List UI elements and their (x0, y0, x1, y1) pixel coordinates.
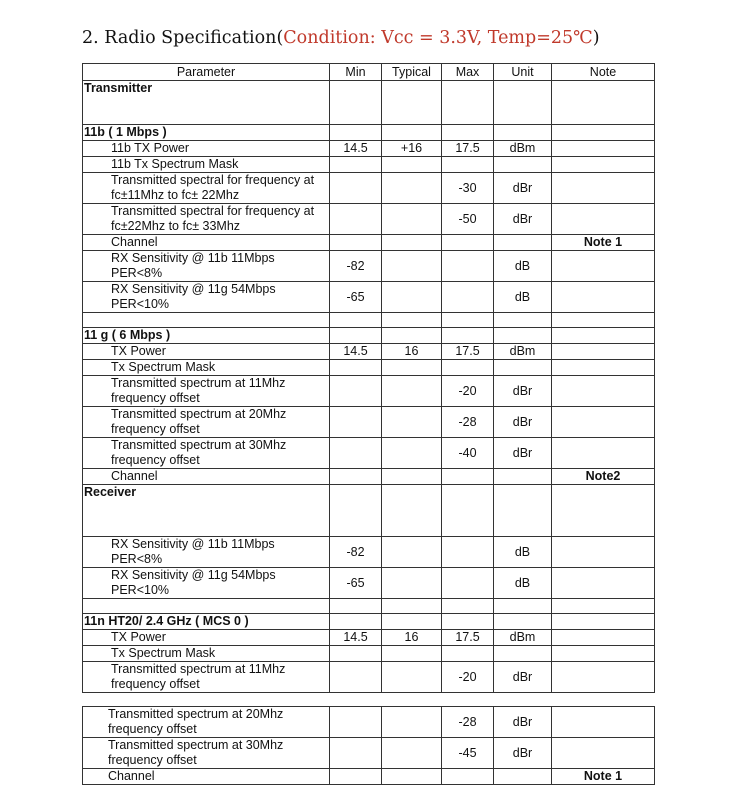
param-line-2: frequency offset (111, 453, 200, 467)
max-cell: -50 (442, 204, 494, 235)
title-prefix: 2. Radio Specification (82, 28, 277, 48)
max-cell: -30 (442, 173, 494, 204)
param-line-1: Transmitted spectrum at 11Mhz (111, 376, 286, 390)
table-row (83, 537, 655, 568)
table-row (83, 769, 655, 785)
param-cell: Channel (83, 235, 330, 251)
typ-cell: +16 (382, 141, 442, 157)
b11-label: 11b ( 1 Mbps ) (83, 125, 330, 141)
param-line-1: Transmitted spectrum at 11Mhz (111, 662, 286, 676)
typ-cell (382, 646, 442, 662)
param-cell (83, 438, 330, 469)
note-cell (552, 344, 655, 360)
max-cell (442, 360, 494, 376)
table-row (83, 568, 655, 599)
param-line-2: frequency offset (111, 677, 200, 691)
receiver-section-row (83, 485, 655, 537)
table-row (83, 738, 655, 769)
param-line-2: frequency offset (108, 753, 197, 767)
transmitter-section-row (83, 81, 655, 125)
max-cell (442, 469, 494, 485)
header-min: Min (330, 64, 382, 81)
note-cell (552, 738, 655, 769)
typ-cell (382, 204, 442, 235)
unit-cell: dBr (494, 662, 552, 693)
min-cell (330, 173, 382, 204)
param-line-1: RX Sensitivity @ 11b 11Mbps (111, 537, 275, 551)
max-cell (442, 537, 494, 568)
param-line-2: frequency offset (111, 422, 200, 436)
table-row (83, 630, 655, 646)
note-cell (552, 407, 655, 438)
min-cell: 14.5 (330, 630, 382, 646)
table-row (83, 376, 655, 407)
table-row (83, 204, 655, 235)
typ-cell (382, 537, 442, 568)
param-cell (83, 662, 330, 693)
g11-section-row (83, 328, 655, 344)
b11-section-row (83, 125, 655, 141)
param-cell: TX Power (83, 344, 330, 360)
max-cell (442, 282, 494, 313)
unit-cell: dBm (494, 344, 552, 360)
note-cell (552, 662, 655, 693)
header-note: Note (552, 64, 655, 81)
unit-cell: dBr (494, 438, 552, 469)
note-cell (552, 282, 655, 313)
max-cell (442, 157, 494, 173)
unit-cell: dBr (494, 204, 552, 235)
table-row (83, 282, 655, 313)
title-close-paren: ) (592, 28, 600, 48)
max-cell: -20 (442, 376, 494, 407)
table-row (83, 344, 655, 360)
param-line-2: fc±22Mhz to fc± 33Mhz (111, 219, 241, 233)
param-cell: Tx Spectrum Mask (83, 646, 330, 662)
table-row (83, 469, 655, 485)
param-cell (83, 738, 330, 769)
note-cell (552, 707, 655, 738)
min-cell (330, 407, 382, 438)
receiver-label: Receiver (83, 485, 330, 537)
min-cell: -65 (330, 282, 382, 313)
param-cell (83, 282, 330, 313)
param-line-2: frequency offset (108, 722, 197, 736)
header-max: Max (442, 64, 494, 81)
typ-cell (382, 769, 442, 785)
note-cell (552, 141, 655, 157)
param-cell (83, 568, 330, 599)
typ-cell (382, 407, 442, 438)
unit-cell (494, 360, 552, 376)
max-cell: -45 (442, 738, 494, 769)
title-open-paren: ( (276, 28, 284, 48)
max-cell (442, 769, 494, 785)
table-row (83, 646, 655, 662)
param-cell (83, 376, 330, 407)
section-title (82, 28, 600, 48)
param-line-2: PER<10% (111, 583, 170, 597)
min-cell (330, 438, 382, 469)
min-cell (330, 376, 382, 407)
note-cell: Note 1 (552, 769, 655, 785)
unit-cell (494, 469, 552, 485)
max-cell (442, 568, 494, 599)
param-line-1: Transmitted spectrum at 20Mhz (111, 407, 287, 421)
note-cell (552, 438, 655, 469)
unit-cell (494, 769, 552, 785)
param-cell: TX Power (83, 630, 330, 646)
min-cell (330, 662, 382, 693)
param-cell (83, 251, 330, 282)
min-cell (330, 235, 382, 251)
param-line-1: Transmitted spectral for frequency at (111, 173, 315, 187)
header-parameter: Parameter (83, 64, 330, 81)
param-line-1: Transmitted spectral for frequency at (111, 204, 315, 218)
table-row (83, 360, 655, 376)
param-cell: 11b Tx Spectrum Mask (83, 157, 330, 173)
typ-cell (382, 251, 442, 282)
unit-cell: dBr (494, 707, 552, 738)
unit-cell: dBr (494, 738, 552, 769)
table-row (83, 173, 655, 204)
param-line-2: PER<8% (111, 552, 163, 566)
unit-cell (494, 157, 552, 173)
typ-cell (382, 360, 442, 376)
max-cell (442, 251, 494, 282)
n11-section-row (83, 614, 655, 630)
table-row (83, 157, 655, 173)
max-cell: -20 (442, 662, 494, 693)
g11-label: 11 g ( 6 Mbps ) (83, 328, 330, 344)
spec-table-main (82, 63, 655, 693)
param-line-1: Transmitted spectrum at 20Mhz (108, 707, 284, 721)
min-cell: -65 (330, 568, 382, 599)
min-cell (330, 469, 382, 485)
param-line-1: Transmitted spectrum at 30Mhz (108, 738, 284, 752)
table-row (83, 438, 655, 469)
table-row (83, 235, 655, 251)
min-cell (330, 738, 382, 769)
title-condition: Condition: Vcc = 3.3V, Temp=25℃ (283, 28, 593, 48)
note-cell (552, 376, 655, 407)
typ-cell (382, 157, 442, 173)
spacer-row (83, 313, 655, 328)
param-cell (83, 204, 330, 235)
min-cell (330, 360, 382, 376)
note-cell (552, 568, 655, 599)
unit-cell (494, 646, 552, 662)
note-cell (552, 646, 655, 662)
typ-cell (382, 662, 442, 693)
param-cell (83, 407, 330, 438)
param-line-2: frequency offset (111, 391, 200, 405)
min-cell: -82 (330, 251, 382, 282)
param-line-2: PER<10% (111, 297, 170, 311)
typ-cell (382, 438, 442, 469)
param-line-1: Transmitted spectrum at 30Mhz (111, 438, 287, 452)
typ-cell (382, 738, 442, 769)
param-cell (83, 537, 330, 568)
min-cell (330, 769, 382, 785)
unit-cell: dBm (494, 630, 552, 646)
table-row (83, 251, 655, 282)
typ-cell (382, 469, 442, 485)
table-row (83, 141, 655, 157)
spec-table-continuation (82, 706, 655, 785)
note-cell (552, 204, 655, 235)
param-cell (83, 173, 330, 204)
max-cell (442, 235, 494, 251)
param-cell: Channel (83, 469, 330, 485)
max-cell: -28 (442, 707, 494, 738)
unit-cell: dB (494, 537, 552, 568)
min-cell (330, 707, 382, 738)
typ-cell (382, 376, 442, 407)
unit-cell (494, 235, 552, 251)
typ-cell: 16 (382, 630, 442, 646)
min-cell: -82 (330, 537, 382, 568)
param-cell: 11b TX Power (83, 141, 330, 157)
table-row (83, 707, 655, 738)
header-unit: Unit (494, 64, 552, 81)
note-cell: Note2 (552, 469, 655, 485)
note-cell (552, 173, 655, 204)
max-cell: 17.5 (442, 141, 494, 157)
unit-cell: dBr (494, 173, 552, 204)
param-line-1: RX Sensitivity @ 11g 54Mbps (111, 282, 276, 296)
transmitter-label: Transmitter (83, 81, 330, 125)
min-cell (330, 157, 382, 173)
unit-cell: dBr (494, 407, 552, 438)
max-cell: 17.5 (442, 344, 494, 360)
unit-cell: dB (494, 568, 552, 599)
typ-cell (382, 282, 442, 313)
param-line-2: fc±11Mhz to fc± 22Mhz (111, 188, 240, 202)
unit-cell: dBm (494, 141, 552, 157)
typ-cell (382, 707, 442, 738)
param-line-2: PER<8% (111, 266, 163, 280)
note-cell: Note 1 (552, 235, 655, 251)
note-cell (552, 537, 655, 568)
note-cell (552, 360, 655, 376)
unit-cell: dBr (494, 376, 552, 407)
min-cell (330, 204, 382, 235)
max-cell: -40 (442, 438, 494, 469)
table-row (83, 407, 655, 438)
table-row (83, 662, 655, 693)
typ-cell: 16 (382, 344, 442, 360)
min-cell: 14.5 (330, 344, 382, 360)
typ-cell (382, 173, 442, 204)
param-line-1: RX Sensitivity @ 11g 54Mbps (111, 568, 276, 582)
note-cell (552, 630, 655, 646)
max-cell (442, 646, 494, 662)
max-cell: 17.5 (442, 630, 494, 646)
param-cell: Tx Spectrum Mask (83, 360, 330, 376)
min-cell: 14.5 (330, 141, 382, 157)
min-cell (330, 646, 382, 662)
typ-cell (382, 235, 442, 251)
param-cell (83, 707, 330, 738)
spacer-row (83, 599, 655, 614)
typ-cell (382, 568, 442, 599)
param-cell: Channel (83, 769, 330, 785)
param-line-1: RX Sensitivity @ 11b 11Mbps (111, 251, 275, 265)
header-row (83, 64, 655, 81)
unit-cell: dB (494, 251, 552, 282)
n11-label: 11n HT20/ 2.4 GHz ( MCS 0 ) (83, 614, 330, 630)
max-cell: -28 (442, 407, 494, 438)
header-typical: Typical (382, 64, 442, 81)
unit-cell: dB (494, 282, 552, 313)
note-cell (552, 251, 655, 282)
note-cell (552, 157, 655, 173)
